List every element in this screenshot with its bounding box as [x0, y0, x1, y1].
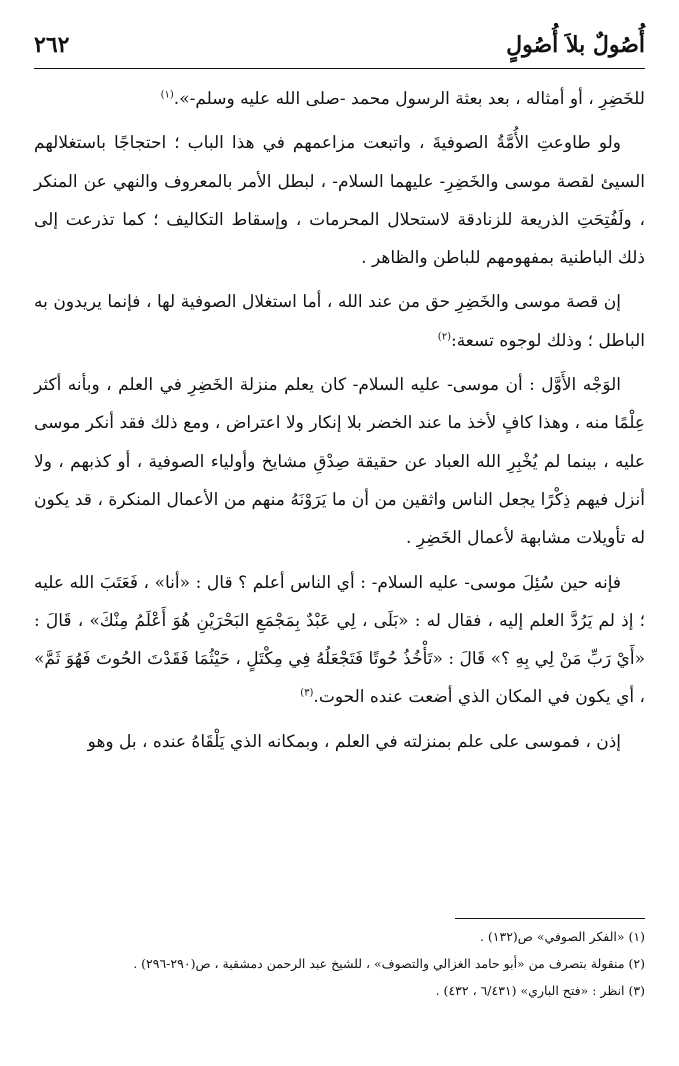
- paragraph-text: الوَجْه الأَوَّل : أن موسى- عليه السلام- كان يعلم منزلة الخَضِرِ في العلم ، وبأنه أكثر عِلْمًا منه ، وهذا كافٍ لأخذ ما عند الخضر بلا إنكار ولا اعتراض ، ومع ذلك فقد أنكر موسى عليه ، بينما لم يُخْبِرِ الله العباد عن حقيقة صِدْقِ مشايخ وأولياء الصوفية ، أو كذبهم ، ولا أنزل فيهم ذِكْرًا يجعل الناس واثقين من أن ما يَرَوْنَهُ منهم من الأعمال المنكرة ، قد يكون له تأويلات مشابهة لأعمال الخَضِرِ .: [34, 375, 645, 549]
- footnote: (٢) منقولة بتصرف من «أبو حامد الغزالي والتصوف» ، للشيخ عبد الرحمن دمشقية ، ص(٢٩٠-٢٩٦) .: [133, 956, 645, 971]
- footnote-marker: (١): [160, 89, 174, 101]
- page-header: [34, 28, 645, 69]
- paragraph: [34, 564, 645, 717]
- paragraph-text: ولو طاوعتِ الأُمَّةُ الصوفيةَ ، واتبعت مزاعمهم في هذا الباب ؛ احتجاجًا باستغلالهم السيئ لقصة موسى والخَضِرِ- عليهما السلام- ، لبطل الأمر بالمعروف والنهي عن المنكر ، ولَفُتِحَتِ الذريعة للزنادقة لاستحلال المحرمات ، وإسقاط التكاليف ؛ كما تذرعت إلى ذلك الباطنية بمفهومهم للباطن والظاهر .: [34, 133, 645, 269]
- paragraph: [34, 723, 645, 761]
- paragraph-text: إن قصة موسى والخَضِرِ حق من عند الله ، أما استغلال الصوفية لها ، فإنما يريدون به الباطل ؛ وذلك لوجوه تسعة:: [34, 292, 645, 351]
- main-text: [34, 80, 645, 767]
- paragraph: [34, 124, 645, 277]
- footnote: (٣) انظر : «فتح الباري» (٦/٤٣١ ، ٤٣٢) .: [435, 983, 645, 998]
- paragraph: [34, 80, 645, 118]
- footnote: (١) «الفكر الصوفي» ص(١٣٢) .: [479, 929, 645, 944]
- page-number: ٢٦٢: [34, 32, 70, 58]
- footnote-marker: (٢): [437, 331, 451, 343]
- paragraph-text: فإنه حين سُئِلَ موسى- عليه السلام- : أي الناس أعلم ؟ قال : «أنا» ، فَعَتَبَ الله عليه ؛ إذ لم يَرُدَّ العلم إليه ، فقال له : «بَلَى ، لِي عَبْدٌ بِمَجْمَعِ البَحْرَيْنِ هُوَ أَعْلَمُ مِنْكَ» ، قَالَ : «أَيْ رَبِّ مَنْ لِي بِهِ ؟» قَالَ : «تَأْخُذُ حُوتًا فَتَجْعَلُهُ فِي مِكْتَلٍ ، حَيْثُمَا فَقَدْتَ الحُوتَ فَهُوَ ثَمَّ» ، أي يكون في المكان الذي أضعت عنده الحوت.: [34, 572, 645, 708]
- paragraph-text: للخَضِرِ ، أو أمثاله ، بعد بعثة الرسول محمد -صلى الله عليه وسلم-».: [173, 89, 645, 109]
- footnotes: [34, 918, 645, 1004]
- paragraph-text: إذن ، فموسى على علم بمنزلته في العلم ، وبمكانه الذي يَلْقَاهُ عنده ، بل وهو: [87, 731, 621, 752]
- paragraph: [34, 283, 645, 360]
- footnote-marker: (٣): [300, 687, 314, 699]
- running-title: أُصُولٌ بلاَ أُصُولٍ: [506, 32, 645, 58]
- paragraph: [34, 366, 645, 557]
- footnote-divider: [455, 918, 645, 919]
